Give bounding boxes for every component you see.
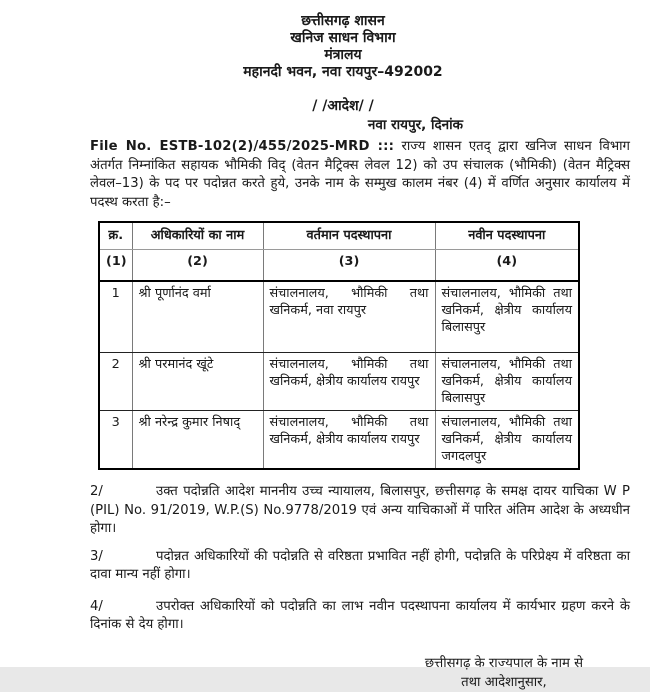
posting-table — [98, 221, 580, 470]
clause-number: 2/ — [90, 484, 103, 499]
row-current-posting: संचालनालय, भौमिकी तथा खनिकर्म, क्षेत्रीय कार्यालय रायपुर — [263, 353, 435, 411]
clause-3 — [90, 548, 630, 585]
row-officer-name: श्री परमानंद खूंटे — [132, 353, 263, 411]
table-row — [99, 281, 579, 353]
header-serial: क्र. — [99, 222, 132, 250]
row-officer-name: श्री पूर्णानंद वर्मा — [132, 281, 263, 353]
col-number-2: (2) — [132, 250, 263, 282]
row-new-posting: संचालनालय, भौमिकी तथा खनिकर्म, क्षेत्रीय कार्यालय बिलासपुर — [435, 353, 579, 411]
row-serial: 1 — [99, 281, 132, 353]
ministry-name: मंत्रालय — [324, 47, 362, 63]
government-name: छत्तीसगढ़ शासन — [301, 13, 385, 29]
row-officer-name: श्री नरेन्द्र कुमार निषाद् — [132, 411, 263, 470]
table-row — [99, 411, 579, 470]
table-row — [99, 353, 579, 411]
place-date-line: नवा रायपुर, दिनांक — [367, 117, 463, 133]
department-name: खनिज साधन विभाग — [290, 30, 396, 46]
clause-number: 3/ — [90, 548, 103, 564]
document-body — [0, 117, 650, 692]
row-current-posting: संचालनालय, भौमिकी तथा खनिकर्म, क्षेत्रीय कार्यालय रायपुर — [263, 411, 435, 470]
row-serial: 2 — [99, 353, 132, 411]
clause-text: उक्त पदोन्नति आदेश माननीय उच्च न्यायालय, बिलासपुर, छत्तीसगढ़ के समक्ष दायर याचिका W P (PIL) No. 91/2019, W.P.(S) No.9778/2019 एवं अन्य याचिकाओं में पारित अंतिम आदेश के अध्यधीन होगा। — [90, 484, 630, 536]
header-officer-name: अधिकारियों का नाम — [132, 222, 263, 250]
table-column-number-row — [99, 250, 579, 282]
col-number-4: (4) — [435, 250, 579, 282]
clause-text: उपरोक्त अधिकारियों को पदोन्नति का लाभ नवीन पदस्थापना कार्यालय में कार्यभार ग्रहण करने के दिनांक से देय होगा। — [90, 598, 630, 632]
col-number-1: (1) — [99, 250, 132, 282]
row-current-posting: संचालनालय, भौमिकी तथा खनिकर्म, नवा रायपुर — [263, 281, 435, 353]
table-header-row — [99, 222, 579, 250]
row-serial: 3 — [99, 411, 132, 470]
signature-byorder-line: तथा आदेशानुसार, — [461, 674, 547, 690]
opening-text: राज्य शासन एतद् द्वारा खनिज साधन विभाग अंतर्गत निम्नांकित सहायक भौमिकी विद् (वेतन मैट्रिक्स लेवल 12) को उप संचालक (भौमिकी) (वेतन मैट्रिक्स लेवल–13) के पद पर पदोन्नत करते हुये, उनके नाम के सम्मुख कालम नंबर (4) में वर्णित अनुसार कार्यालय में पदस्थ करता है:– — [90, 139, 630, 210]
order-title: / /आदेश/ / — [312, 98, 374, 114]
opening-paragraph — [90, 138, 630, 212]
file-number: File No. ESTB-102(2)/455/2025-MRD ::: — [90, 139, 395, 154]
signature-authority-line: छत्तीसगढ़ के राज्यपाल के नाम से — [424, 655, 583, 671]
signature-block — [425, 654, 583, 692]
address-line: महानदी भवन, नवा रायपुर–492002 — [243, 64, 443, 80]
header-current-posting: वर्तमान पदस्थापना — [263, 222, 435, 250]
clause-number: 4/ — [90, 598, 103, 614]
row-new-posting: संचालनालय, भौमिकी तथा खनिकर्म, क्षेत्रीय कार्यालय बिलासपुर — [435, 281, 579, 353]
header-new-posting: नवीन पदस्थापना — [435, 222, 579, 250]
row-new-posting: संचालनालय, भौमिकी तथा खनिकर्म, क्षेत्रीय कार्यालय जगदलपुर — [435, 411, 579, 470]
clause-text: पदोन्नत अधिकारियों की पदोन्नति से वरिष्ठता प्रभावित नहीं होगी, पदोन्नति के परिप्रेक्ष्य में वरिष्ठता का दावा मान्य नहीं होगा। — [90, 548, 630, 582]
letterhead — [0, 0, 650, 81]
clause-2 — [90, 483, 630, 539]
col-number-3: (3) — [263, 250, 435, 282]
clause-4 — [90, 598, 630, 635]
